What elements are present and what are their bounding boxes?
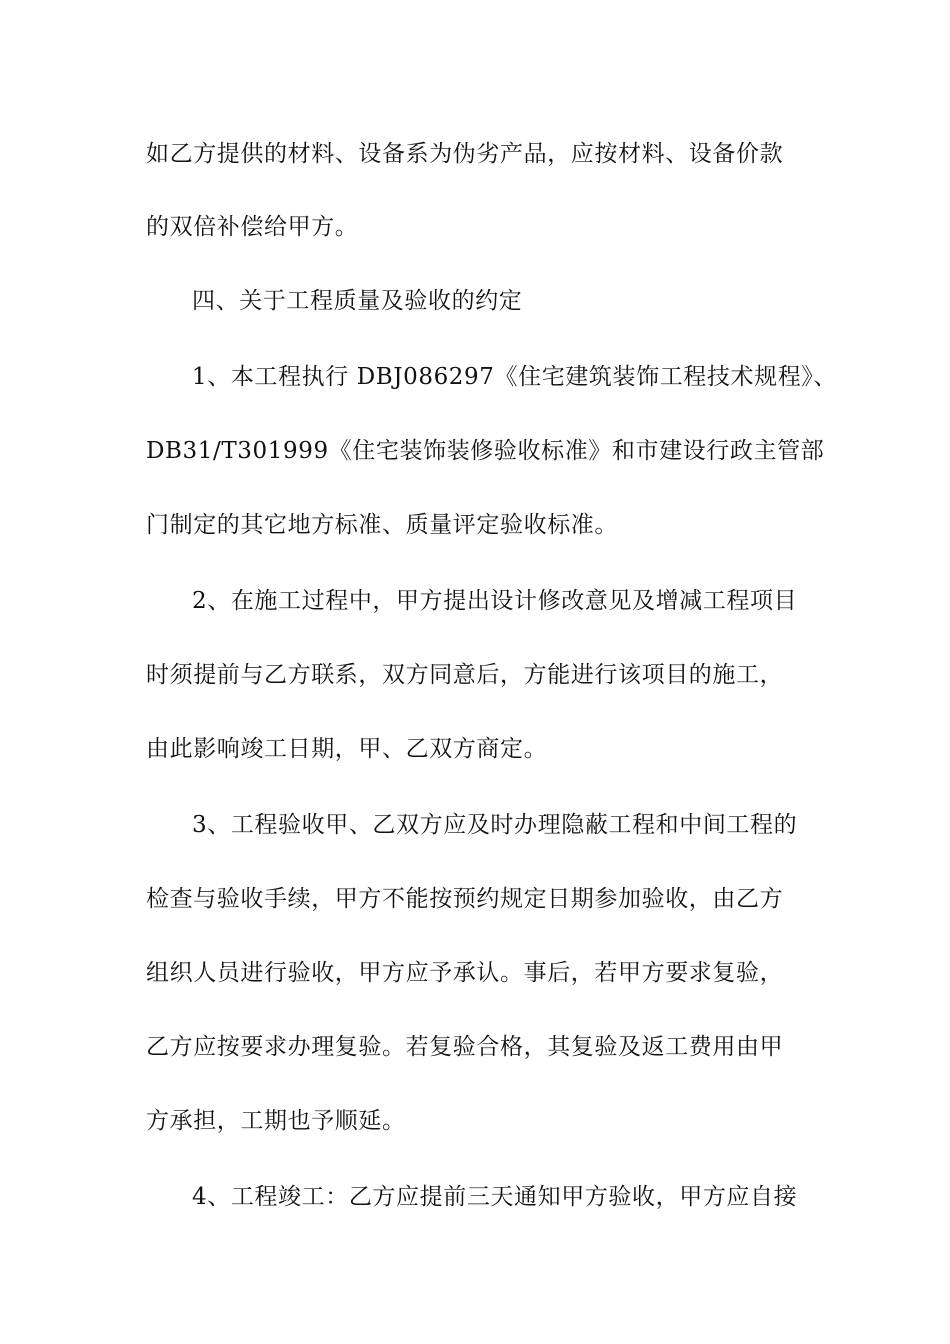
- section-heading: 四、关于工程质量及验收的约定: [192, 288, 523, 314]
- text-line: 乙方应按要求办理复验。若复验合格，其复验及返工费用由甲: [146, 1034, 784, 1060]
- text-line: 4、工程竣工：乙方应提前三天通知甲方验收，甲方应自接: [192, 1184, 798, 1210]
- text-line: 由此影响竣工日期，甲、乙双方商定。: [146, 736, 548, 762]
- text-line: 的双倍补偿给甲方。: [146, 214, 359, 240]
- text-line: 门制定的其它地方标准、质量评定验收标准。: [146, 512, 618, 538]
- text-line: 方承担，工期也予顺延。: [146, 1108, 406, 1134]
- text-line: 3、工程验收甲、乙双方应及时办理隐蔽工程和中间工程的: [192, 812, 798, 838]
- text-line: 组织人员进行验收，甲方应予承认。事后，若甲方要求复验，: [146, 960, 784, 986]
- text-line: 2、在施工过程中，甲方提出设计修改意见及增减工程项目: [192, 588, 798, 614]
- text-line: 1、本工程执行 DBJ086297《住宅建筑装饰工程技术规程》、: [192, 364, 838, 390]
- text-line: DB31/T301999《住宅装饰装修验收标准》和市建设行政主管部: [146, 438, 825, 464]
- text-line: 检查与验收手续，甲方不能按预约规定日期参加验收，由乙方: [146, 886, 784, 912]
- text-line: 时须提前与乙方联系，双方同意后，方能进行该项目的施工，: [146, 662, 784, 688]
- text-line: 如乙方提供的材料、设备系为伪劣产品，应按材料、设备价款: [146, 141, 784, 167]
